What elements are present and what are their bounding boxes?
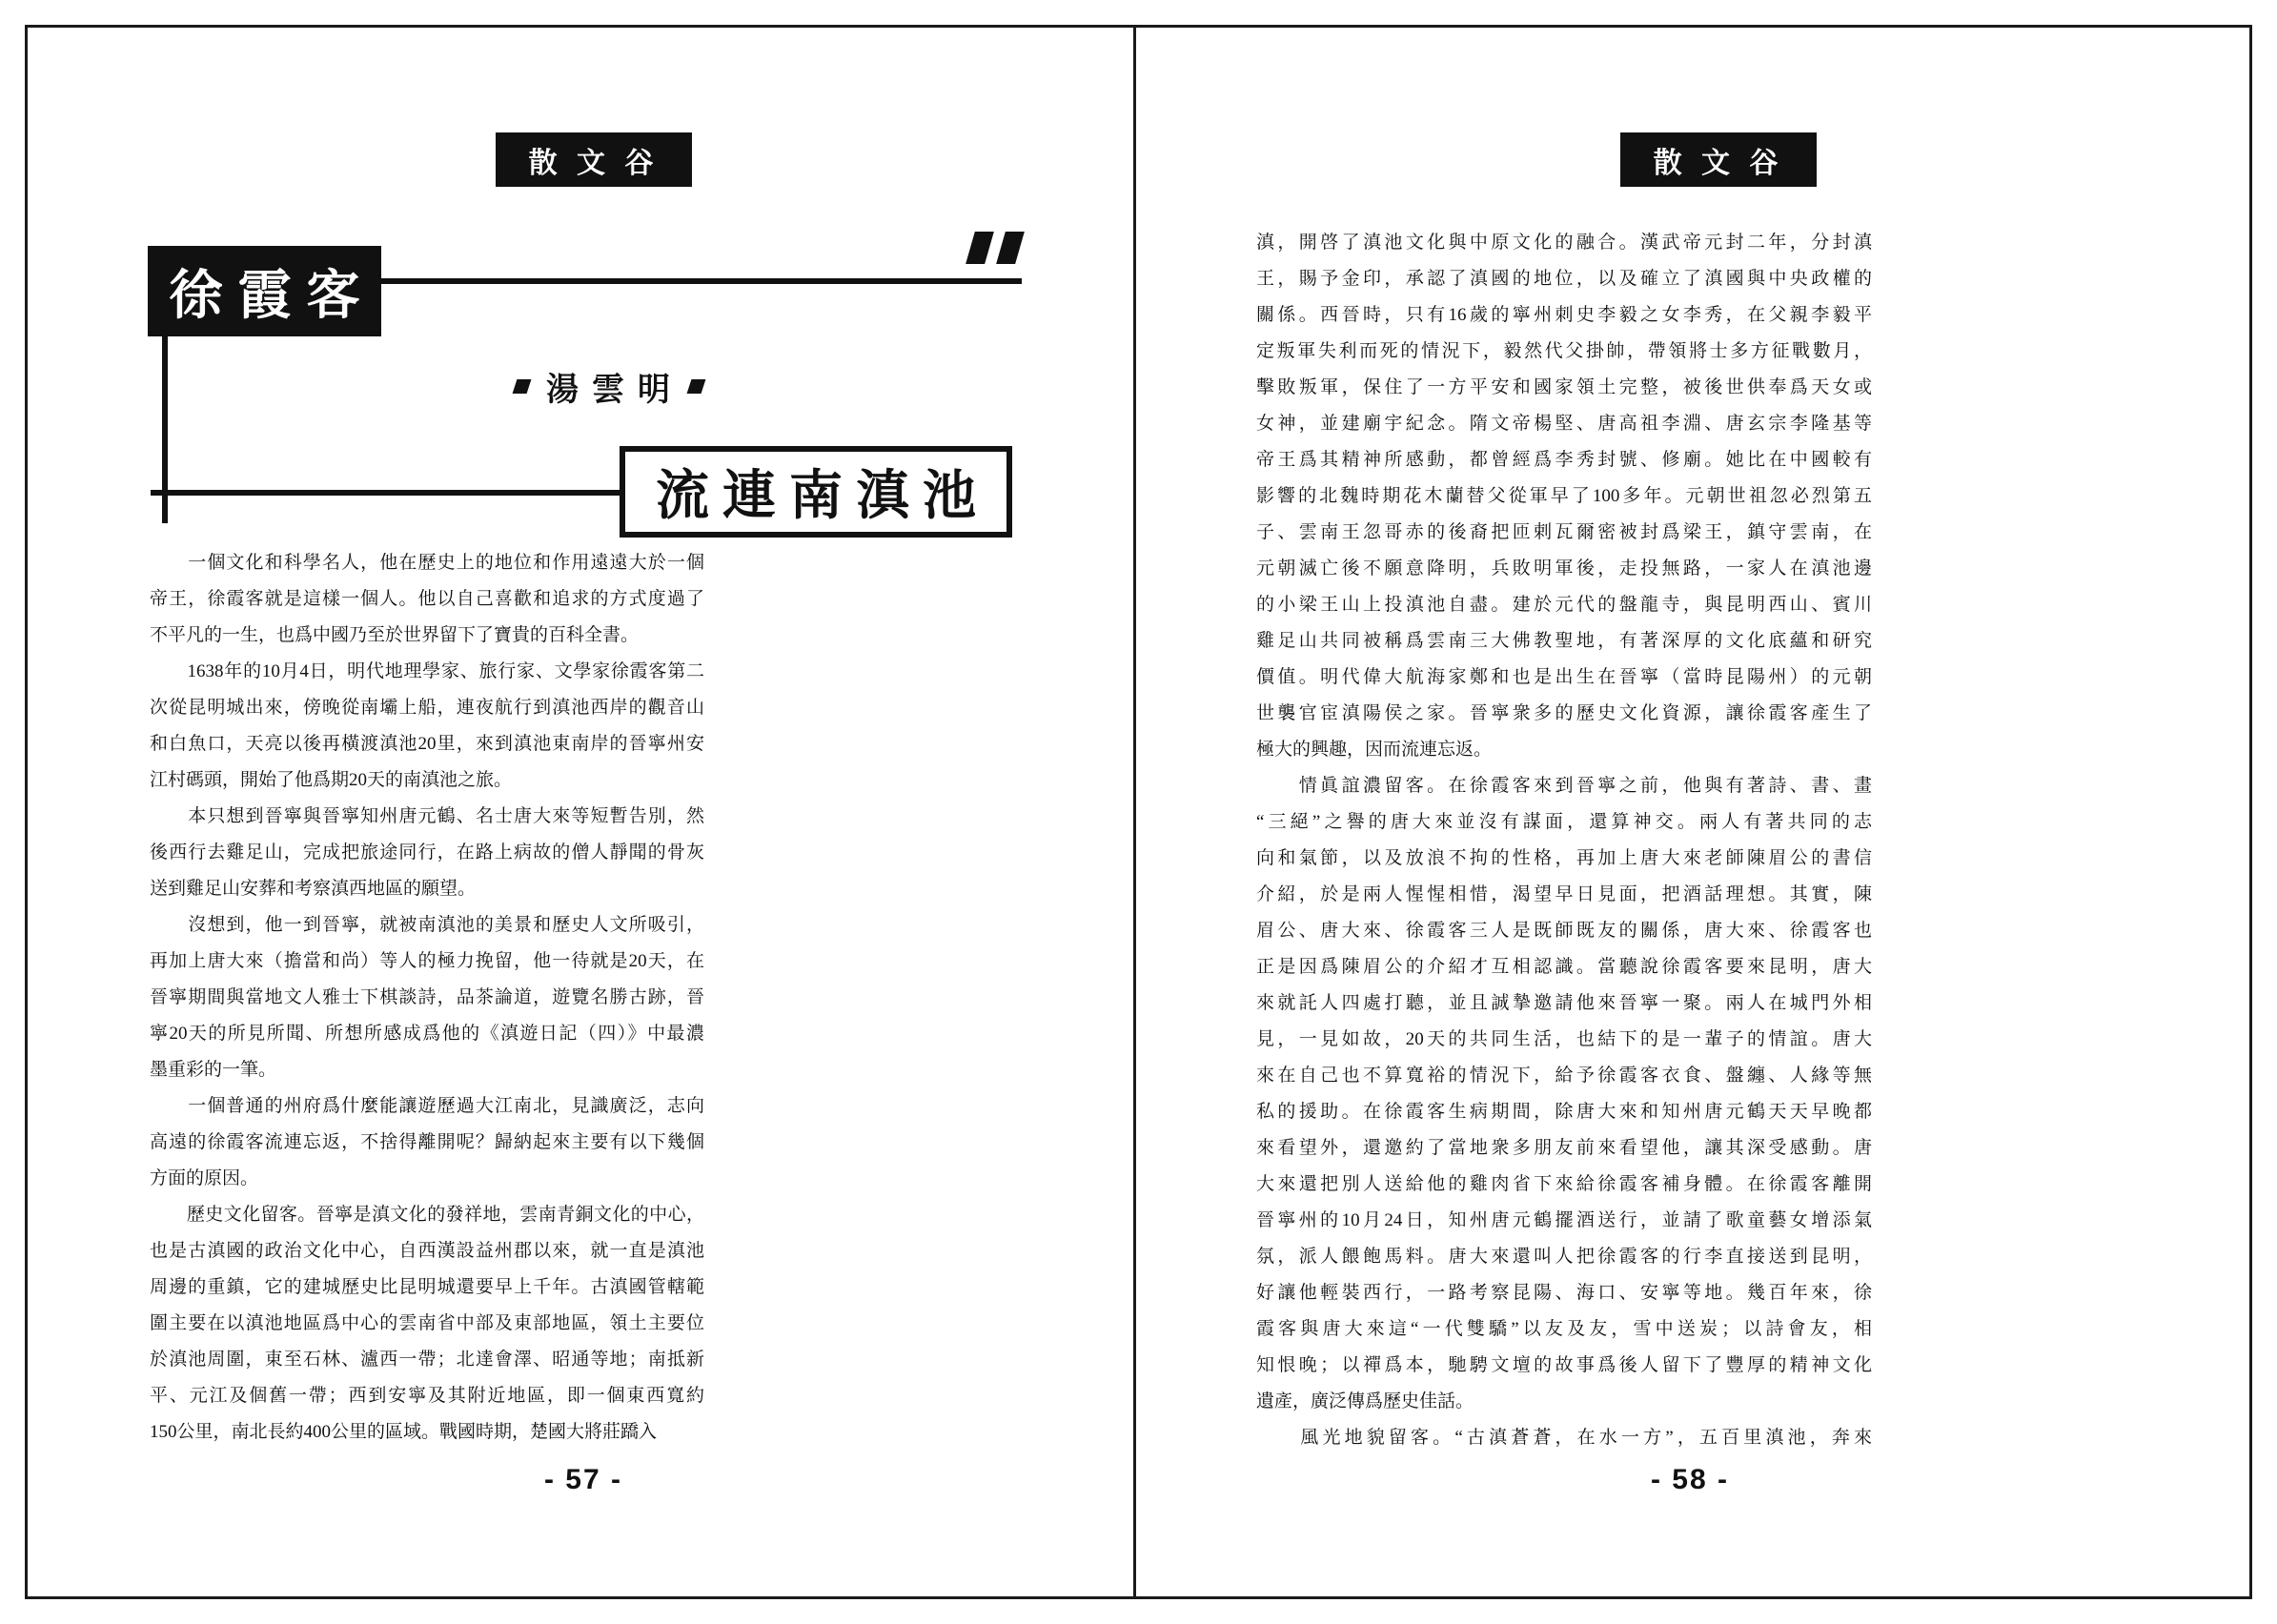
text-line: 氛，派人餵飽馬料。唐大來還叫人把徐霞客的行李直接送到昆明， (1256, 1247, 1872, 1267)
text-line: 雞足山共同被稱爲雲南三大佛教聖地，有著深厚的文化底蘊和研究 (1256, 631, 1872, 651)
text-line: 擊敗叛軍，保住了一方平安和國家領土完整，被後世供奉爲天女或 (1256, 377, 1872, 397)
text-line: 私的援助。在徐霞客生病期間，除唐大來和知州唐元鶴天天早晚都 (1256, 1102, 1872, 1122)
text-line: 也是古滇國的政治文化中心，自西漢設益州郡以來，就一直是滇池 (150, 1241, 704, 1261)
text-line: 帝王，徐霞客就是這樣一個人。他以自己喜歡和追求的方式度過了 (150, 589, 704, 609)
text-line: 不平凡的一生，也爲中國乃至於世界留下了寶貴的百科全書。 (150, 625, 640, 645)
section-badge-right-label: 散 文 谷 (1653, 147, 1784, 179)
text-line: 極大的興趣，因而流連忘返。 (1256, 740, 1493, 760)
text-line: “三絕”之譽的唐大來並沒有謀面，還算神交。兩人有著共同的志 (1256, 812, 1872, 832)
section-badge-left-label: 散 文 谷 (528, 147, 660, 179)
text-line: 大來還把別人送給他的雞肉省下來給徐霞客補身體。在徐霞客離開 (1256, 1174, 1872, 1194)
text-line: 風光地貌留客。“古滇蒼蒼，在水一方”，五百里滇池，奔來 (1256, 1428, 1872, 1448)
text-line: 寧20天的所見所聞、所想所感成爲他的《滇遊日記（四）》中最濃 (150, 1024, 704, 1044)
page-number-left: - 57 - (543, 1464, 623, 1495)
text-line: 正是因爲陳眉公的介紹才互相認識。當聽說徐霞客要來昆明，唐大 (1256, 957, 1872, 977)
text-line: 關係。西晉時，只有16歲的寧州刺史李毅之女李秀，在父親李毅平 (1256, 305, 1872, 325)
text-line: 次從昆明城出來，傍晚從南壩上船，連夜航行到滇池西岸的觀音山 (150, 698, 704, 718)
text-line: 圍主要在以滇池地區爲中心的雲南省中部及東部地區，領土主要位 (150, 1313, 704, 1333)
text-line: 一個普通的州府爲什麼能讓遊歷過大江南北，見識廣泛，志向 (150, 1096, 704, 1116)
text-line: 1638年的10月4日，明代地理學家、旅行家、文學家徐霞客第二 (150, 661, 704, 681)
text-line: 後西行去雞足山，完成把旅途同行，在路上病故的僧人靜聞的骨灰 (150, 842, 704, 863)
text-line: 來在自己也不算寬裕的情況下，給予徐霞客衣食、盤纏、人緣等無 (1256, 1066, 1872, 1086)
text-line: 方面的原因。 (150, 1168, 259, 1188)
text-line: 子、雲南王忽哥赤的後裔把匝剌瓦爾密被封爲梁王，鎮守雲南，在 (1256, 522, 1872, 542)
text-line: 平、元江及個舊一帶；西到安寧及其附近地區，即一個東西寬約 (150, 1386, 704, 1406)
article-title-box (620, 446, 1012, 538)
text-line: 遺產，廣泛傳爲歷史佳話。 (1256, 1391, 1474, 1411)
text-line: 眉公、唐大來、徐霞客三人是既師既友的關係，唐大來、徐霞客也 (1256, 921, 1872, 941)
text-line: 晉寧期間與當地文人雅士下棋談詩，品茶論道，遊覽名勝古跡，晉 (150, 987, 704, 1007)
text-line: 滇，開啓了滇池文化與中原文化的融合。漢武帝元封二年，分封滇 (1256, 233, 1872, 253)
left-page-body-text (150, 545, 704, 1451)
page-number-right: - 58 - (1650, 1464, 1730, 1495)
text-line: 沒想到，他一到晉寧，就被南滇池的美景和歷史人文所吸引， (150, 915, 704, 935)
author-name: 湯雲明 (546, 372, 683, 408)
section-badge-left (496, 132, 692, 187)
text-line: 歷史文化留客。晉寧是滇文化的發祥地，雲南青銅文化的中心， (150, 1205, 704, 1225)
text-line: 來就託人四處打聽，並且誠摯邀請他來晉寧一聚。兩人在城門外相 (1256, 993, 1872, 1013)
text-line: 和白魚口，天亮以後再橫渡滇池20里，來到滇池東南岸的晉寧州安 (150, 734, 704, 754)
text-line: 王，賜予金印，承認了滇國的地位，以及確立了滇國與中央政權的 (1256, 269, 1872, 289)
author-deco-right (687, 379, 706, 394)
text-line: 情眞誼濃留客。在徐霞客來到晉寧之前，他與有著詩、書、畫 (1256, 776, 1872, 796)
section-badge-right (1620, 132, 1817, 187)
text-line: 元朝滅亡後不願意降明，兵敗明軍後，走投無路，一家人在滇池邊 (1256, 558, 1872, 579)
author-deco-left (513, 379, 532, 394)
text-line: 女神，並建廟宇紀念。隋文帝楊堅、唐高祖李淵、唐玄宗李隆基等 (1256, 414, 1872, 434)
text-line: 見，一見如故，20天的共同生活，也結下的是一輩子的情誼。唐大 (1256, 1029, 1872, 1049)
text-line: 於滇池周圍，東至石林、瀘西一帶；北達會澤、昭通等地；南抵新 (150, 1350, 704, 1370)
text-line: 江村碼頭，開始了他爲期20天的南滇池之旅。 (150, 770, 513, 790)
article-title-label: 流連南滇池 (656, 465, 989, 525)
text-line: 本只想到晉寧與晉寧知州唐元鶴、名士唐大來等短暫告別，然 (150, 806, 704, 826)
author-row (515, 365, 703, 407)
text-line: 定叛軍失利而死的情況下，毅然代父掛帥，帶領將士多方征戰數月， (1256, 341, 1872, 361)
text-line: 高遠的徐霞客流連忘返，不捨得離開呢？歸納起來主要有以下幾個 (150, 1132, 704, 1152)
text-line: 知恨晚；以禪爲本，馳騁文壇的故事爲後人留下了豐厚的精神文化 (1256, 1355, 1872, 1375)
right-page-body-text (1256, 225, 1872, 1456)
text-line: 介紹，於是兩人惺惺相惜，渴望早日見面，把酒話理想。其實，陳 (1256, 884, 1872, 904)
title-rule-bottom (151, 490, 622, 496)
text-line: 再加上唐大來（擔當和尚）等人的極力挽留，他一待就是20天，在 (150, 951, 704, 971)
text-line: 周邊的重鎮，它的建城歷史比昆明城還要早上千年。古滇國管轄範 (150, 1277, 704, 1297)
text-line: 150公里，南北長約400公里的區域。戰國時期，楚國大將莊蹻入 (150, 1422, 658, 1442)
text-line: 世襲官宦滇陽侯之家。晉寧衆多的歷史文化資源，讓徐霞客產生了 (1256, 703, 1872, 723)
text-line: 的小梁王山上投滇池自盡。建於元代的盤龍寺，與昆明西山、賓川 (1256, 595, 1872, 615)
text-line: 送到雞足山安葬和考察滇西地區的願望。 (150, 879, 477, 899)
center-page-divider (1133, 25, 1136, 1599)
series-title-label: 徐霞客 (169, 264, 376, 325)
series-title-block (148, 246, 381, 336)
text-line: 向和氣節，以及放浪不拘的性格，再加上唐大來老師陳眉公的書信 (1256, 848, 1872, 868)
text-line: 霞客與唐大來這“一代雙驕”以友及友，雪中送炭；以詩會友，相 (1256, 1319, 1872, 1339)
text-line: 來看望外，還邀約了當地衆多朋友前來看望他，讓其深受感動。唐 (1256, 1138, 1872, 1158)
text-line: 影響的北魏時期花木蘭替父從軍早了100多年。元朝世祖忽必烈第五 (1256, 486, 1872, 506)
text-line: 一個文化和科學名人，他在歷史上的地位和作用遠遠大於一個 (150, 553, 704, 573)
text-line: 帝王爲其精神所感動，都曾經爲李秀封號、修廟。她比在中國較有 (1256, 450, 1872, 470)
text-line: 墨重彩的一筆。 (150, 1060, 277, 1080)
text-line: 價值。明代偉大航海家鄭和也是出生在晉寧（當時昆陽州）的元朝 (1256, 667, 1872, 687)
title-rule-top (379, 278, 1022, 284)
text-line: 晉寧州的10月24日，知州唐元鶴擺酒送行，並請了歌童藝女增添氣 (1256, 1210, 1872, 1230)
text-line: 好讓他輕裝西行，一路考察昆陽、海口、安寧等地。幾百年來，徐 (1256, 1283, 1872, 1303)
